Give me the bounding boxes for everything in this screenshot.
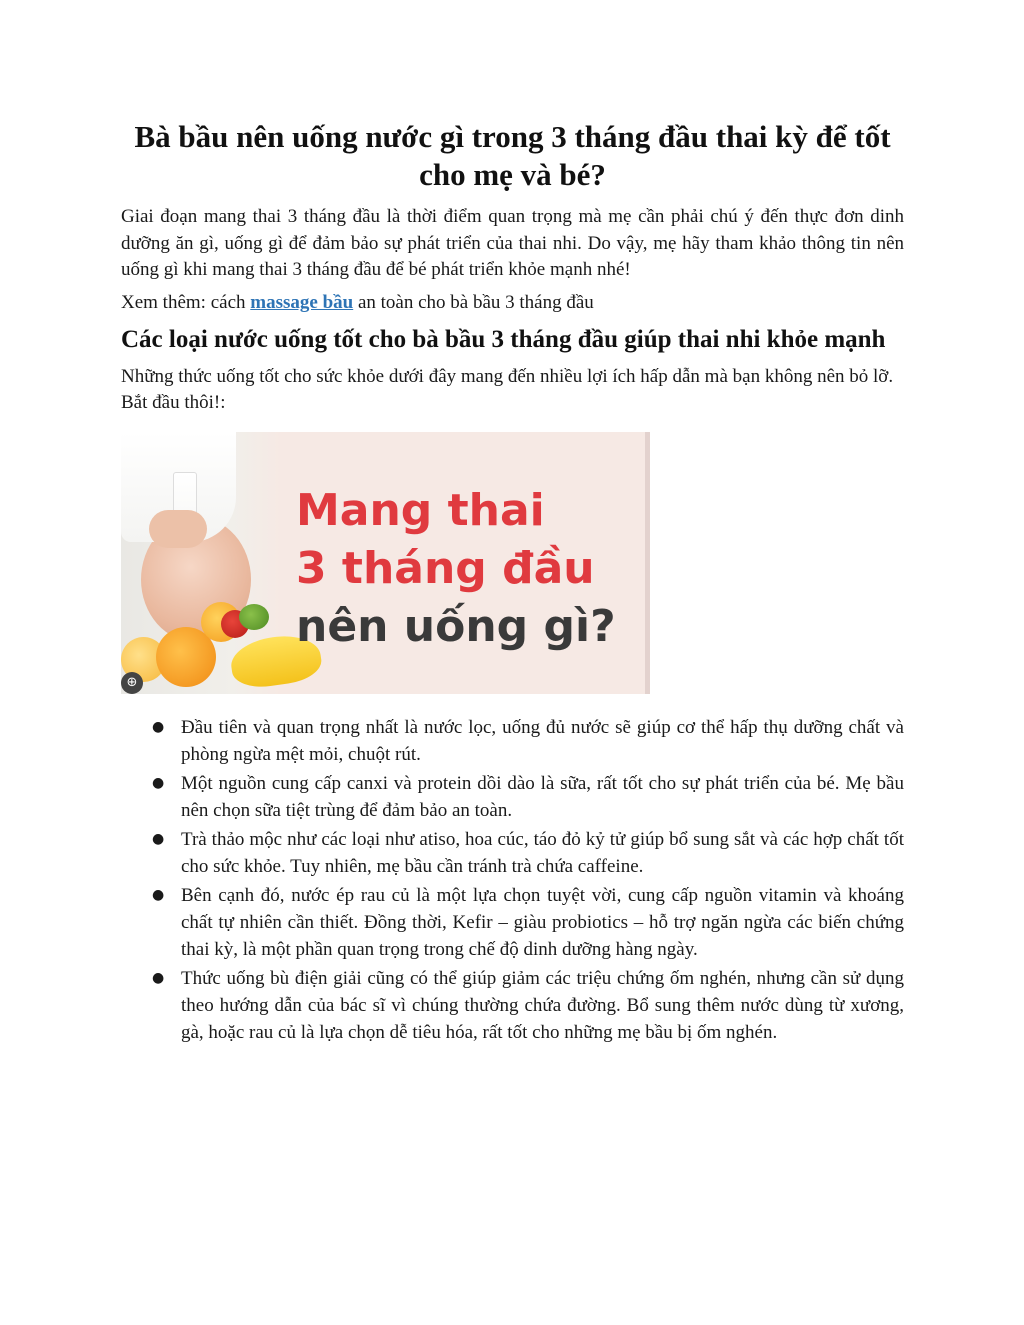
hero-photo-area bbox=[121, 432, 281, 694]
list-item-text: Một nguồn cung cấp canxi và protein dồi dào là sữa, rất tốt cho sự phát triển của bé. Mẹ bầu nên chọn sữa tiệt trùng để đảm bảo an toàn. bbox=[181, 772, 904, 821]
list-item bbox=[121, 882, 904, 963]
drinks-list bbox=[121, 714, 904, 1046]
article-hero-image bbox=[121, 432, 650, 694]
bullet-icon: ● bbox=[152, 774, 165, 791]
bullet-icon: ● bbox=[152, 969, 165, 986]
see-also-prefix: Xem thêm: cách bbox=[121, 291, 251, 313]
list-item-text: Bên cạnh đó, nước ép rau củ là một lựa chọn tuyệt vời, cung cấp nguồn vitamin và khoáng chất tự nhiên cần thiết. Đồng thời, Kefir – giàu probiotics – hỗ trợ ngăn ngừa các biến chứng thai kỳ, là một phần quan trọng trong chế độ dinh dưỡng hàng ngày. bbox=[181, 884, 904, 960]
article-title: Bà bầu nên uống nước gì trong 3 tháng đầu thai kỳ để tốt cho mẹ và bé? bbox=[134, 119, 891, 192]
list-item-text: Trà thảo mộc như các loại như atiso, hoa cúc, táo đỏ kỷ tử giúp bổ sung sắt và các hợp chất tốt cho sức khỏe. Tuy nhiên, mẹ bầu cần tránh trà chứa caffeine. bbox=[181, 828, 904, 877]
list-item bbox=[121, 826, 904, 880]
intro-paragraph: Giai đoạn mang thai 3 tháng đầu là thời điểm quan trọng mà mẹ cần phải chú ý đến thực đơn dinh dưỡng ăn gì, uống gì để đảm bảo sự phát triển của thai nhi. Do vậy, mẹ hãy tham khảo thông tin nên uống gì khi mang thai 3 tháng đầu để bé phát triển khỏe mạnh nhé! bbox=[121, 206, 904, 280]
list-item bbox=[121, 965, 904, 1046]
bullet-icon: ● bbox=[152, 718, 165, 735]
see-also-line bbox=[121, 290, 904, 316]
hero-caption bbox=[296, 482, 636, 656]
section-intro-paragraph: Những thức uống tốt cho sức khỏe dưới đây mang đến nhiều lợi ích hấp dẫn mà bạn không nên bỏ lỡ. Bắt đầu thôi!: bbox=[121, 365, 894, 413]
arm-illustration bbox=[149, 510, 207, 548]
list-item bbox=[121, 714, 904, 768]
hero-caption-line-1: Mang thai bbox=[296, 484, 545, 536]
list-item-text: Thức uống bù điện giải cũng có thể giúp giảm các triệu chứng ốm nghén, nhưng cần sử dụng theo hướng dẫn của bác sĩ vì chúng thường chứa đường. Bổ sung thêm nước dùng từ xương, gà, hoặc rau củ là lựa chọn dễ tiêu hóa, rất tốt cho những mẹ bầu bị ốm nghén. bbox=[181, 967, 904, 1043]
bullet-icon: ● bbox=[152, 886, 165, 903]
list-item bbox=[121, 770, 904, 824]
hero-caption-line-2: 3 tháng đầu bbox=[296, 542, 595, 594]
kiwi-illustration bbox=[239, 604, 269, 630]
image-overlay-icon: ⊕ bbox=[121, 672, 143, 694]
see-also-suffix: an toàn cho bà bầu 3 tháng đầu bbox=[353, 291, 594, 313]
hero-edge bbox=[645, 432, 650, 694]
section-heading: Các loại nước uống tốt cho bà bầu 3 tháng đầu giúp thai nhi khỏe mạnh bbox=[121, 325, 886, 353]
list-item-text: Đầu tiên và quan trọng nhất là nước lọc, uống đủ nước sẽ giúp cơ thể hấp thụ dưỡng chất và phòng ngừa mệt mỏi, chuột rút. bbox=[181, 716, 904, 765]
document-page bbox=[121, 118, 904, 1048]
bullet-icon: ● bbox=[152, 830, 165, 847]
hero-caption-line-3: nên uống gì? bbox=[296, 600, 616, 652]
massage-bau-link[interactable]: massage bầu bbox=[250, 291, 354, 313]
